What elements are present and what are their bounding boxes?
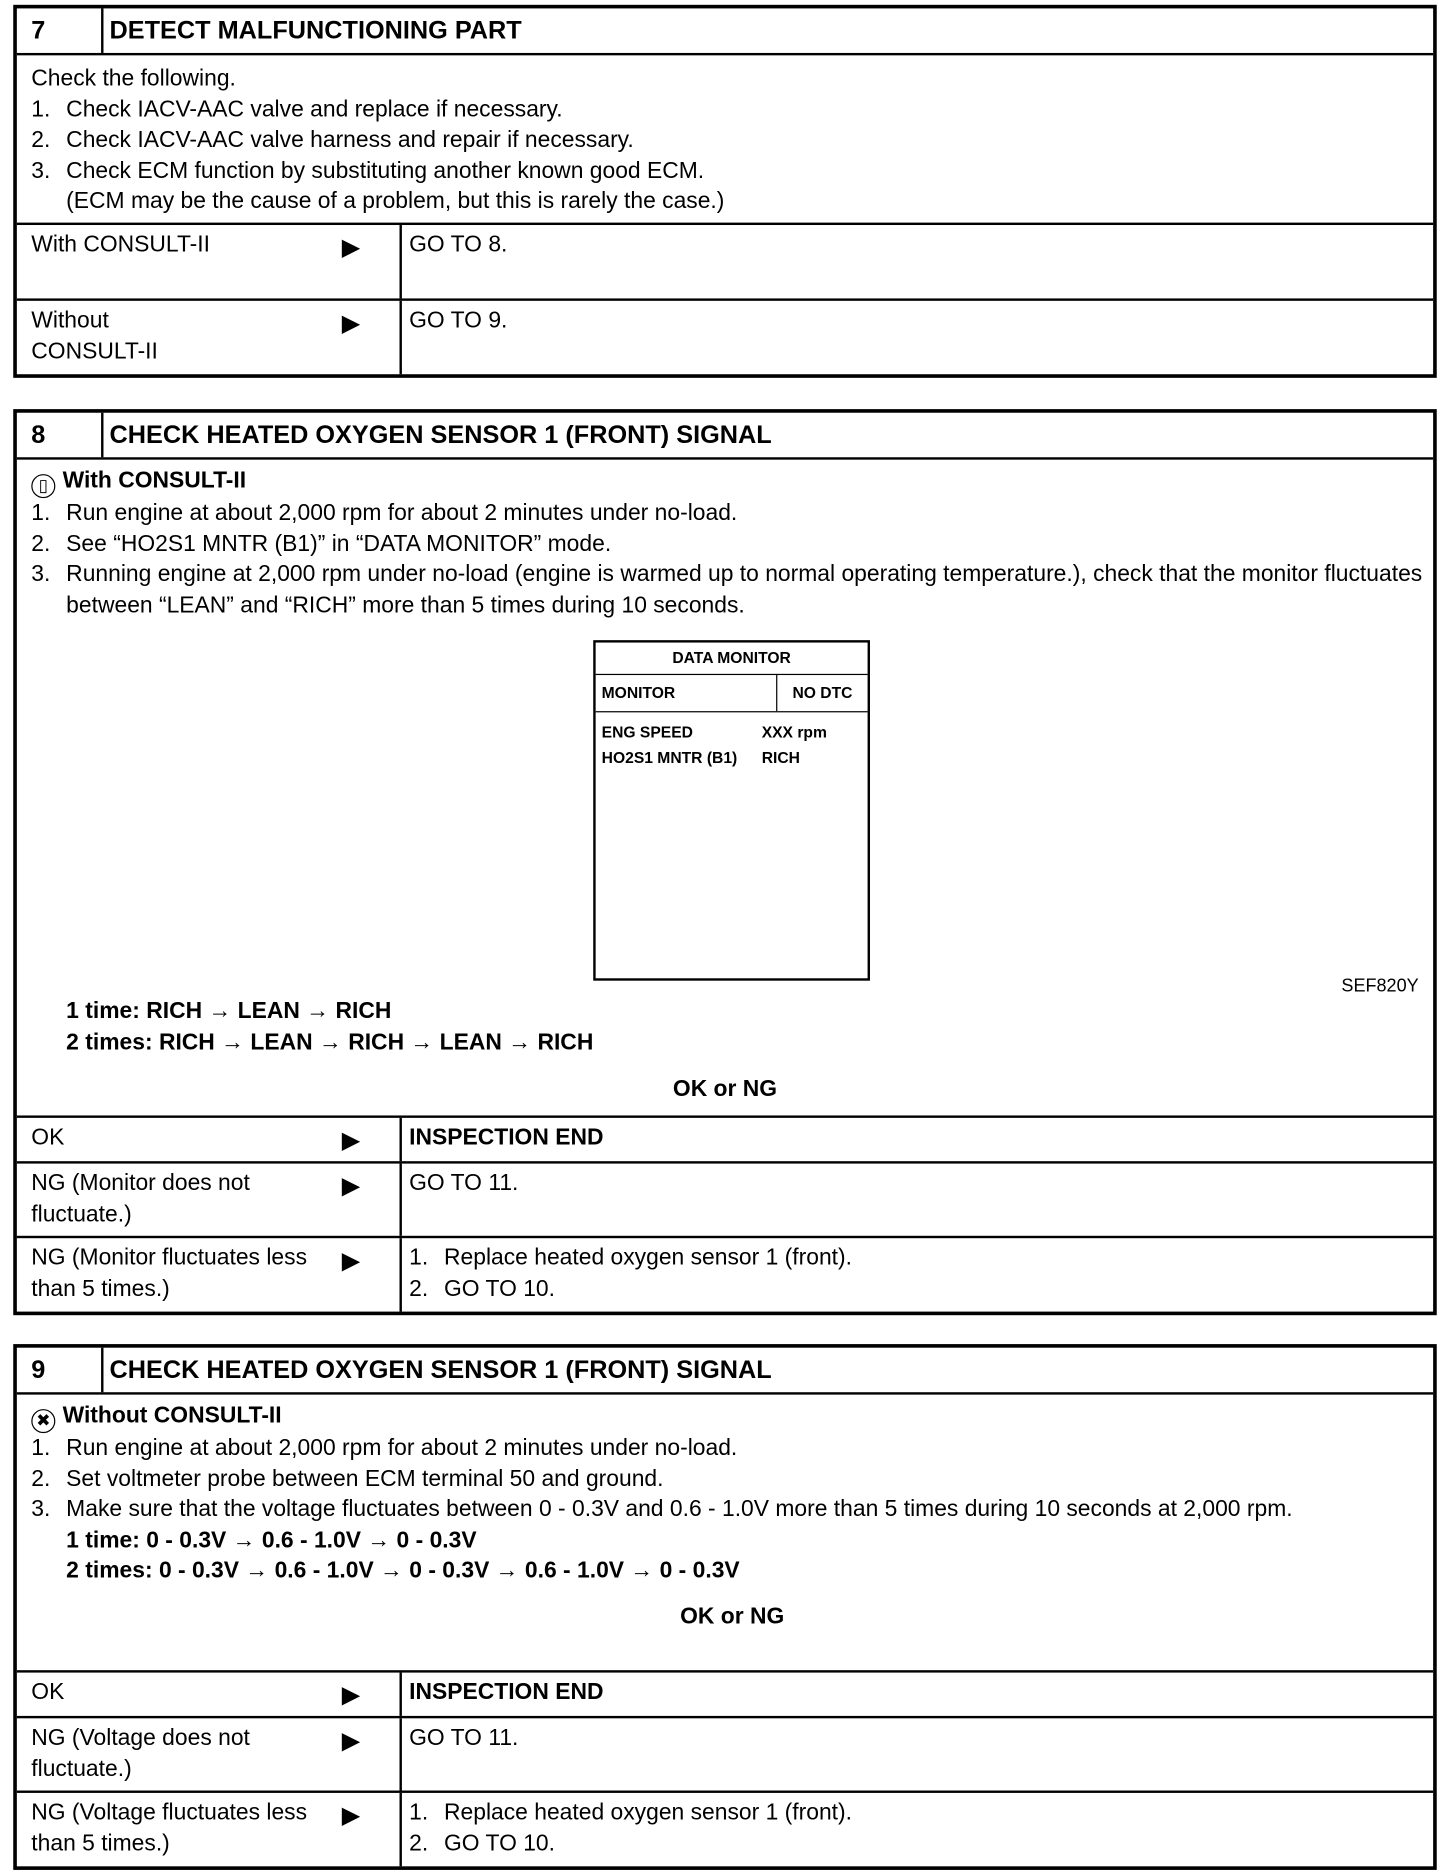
result-condition: OK [31,1125,65,1151]
mode-label: With CONSULT-II [62,468,247,494]
figure-id: SEF820Y [1341,975,1419,997]
arrow-icon: ▶ [341,1727,361,1755]
pattern-2: 2 times: 0 - 0.3V → 0.6 - 1.0V → 0 - 0.3V → 0.6 - 1.0V → 0 - 0.3V [66,1558,740,1584]
step-number: 7 [17,8,104,53]
step-title: DETECT MALFUNCTIONING PART [109,16,522,44]
list-number: 1. [31,1435,51,1461]
list-number: 2. [31,127,51,154]
step-header [17,1348,1433,1395]
monitor-col1: MONITOR [596,675,778,711]
result-condition: NG (Monitor fluctuates less than 5 times.) [31,1245,308,1302]
arrow-icon: ▶ [341,1682,361,1709]
no-consult-icon: ✖ [31,1409,55,1433]
result-row: NG (Voltage fluctuates less than 5 times.) ▶ 1. Replace heated oxygen sensor 1 (front). 2. GO TO 10. [17,1791,1433,1867]
list-number: 2. [31,531,51,557]
list-item: Run engine at about 2,000 rpm for about 2 minutes under no-load. [66,1435,738,1461]
list-item: Running engine at 2,000 rpm under no-load (engine is warmed up to normal operating temperature.), check that the monitor fluctuates between “LEAN” and “RICH” more than 5 times during 10 seconds. [66,562,1423,619]
step-9-box [13,1344,1437,1870]
result-row [17,1161,1433,1236]
arrow-icon: ▶ [341,1173,361,1200]
result-condition: NG (Voltage does not fluctuate.) [31,1725,250,1782]
monitor-col2: NO DTC [792,683,853,702]
result-action: Replace heated oxygen sensor 1 (front). [444,1245,852,1271]
consult-tool-icon: ▯ [31,474,55,498]
result-condition: NG (Monitor does not fluctuate.) [31,1170,250,1227]
result-action: GO TO 9. [409,308,508,334]
step-number: 8 [17,413,104,458]
result-action: GO TO 10. [444,1276,556,1302]
step-title: CHECK HEATED OXYGEN SENSOR 1 (FRONT) SIGNAL [109,420,772,449]
result-action: GO TO 8. [409,232,508,258]
list-item: Check ECM function by substituting another known good ECM. [66,158,705,184]
list-number: 1. [31,96,51,123]
result-row [17,1716,1433,1791]
result-row: NG (Monitor fluctuates less than 5 times.) ▶ 1. Replace heated oxygen sensor 1 (front). 2. GO TO 10. [17,1236,1433,1312]
list-number: 1. [31,500,51,526]
result-action: Replace heated oxygen sensor 1 (front). [444,1800,852,1826]
monitor-row: HO2S1 MNTR (B1) RICH [601,748,800,767]
list-number: 3. [31,562,51,588]
intro-text: Check the following. [31,66,236,92]
list-item: Run engine at about 2,000 rpm for about 2 minutes under no-load. [66,500,738,526]
arrow-icon: ▶ [341,234,361,262]
step-8-box [13,409,1437,1315]
result-row [17,223,1433,299]
list-item: Check IACV-AAC valve and replace if necessary. [66,96,563,123]
arrow-icon: ▶ [341,1127,361,1154]
arrow-icon: ▶ [341,310,361,337]
pattern-1: 1 time: RICH → LEAN → RICH [66,998,392,1025]
monitor-row: ENG SPEED XXX rpm [601,723,827,742]
result-action: GO TO 10. [444,1830,556,1857]
step-header [17,413,1433,460]
list-item: Check IACV-AAC valve harness and repair if necessary. [66,127,634,154]
result-row [17,298,1433,374]
monitor-title: DATA MONITOR [596,643,868,675]
result-row [17,1670,1433,1716]
result-action: GO TO 11. [409,1170,519,1197]
step-7-box [13,5,1437,378]
list-number: 3. [31,1497,51,1523]
arrow-icon: ▶ [341,1247,361,1275]
result-action: INSPECTION END [409,1679,604,1706]
result-action: GO TO 11. [409,1725,519,1751]
result-condition: NG (Voltage fluctuates less than 5 times.) [31,1800,308,1857]
mode-label: Without CONSULT-II [62,1403,282,1429]
list-number: 2. [31,1466,51,1492]
note-text: (ECM may be the cause of a problem, but this is rarely the case.) [66,189,725,215]
list-item: See “HO2S1 MNTR (B1)” in “DATA MONITOR” mode. [66,531,612,557]
result-action: INSPECTION END [409,1125,604,1151]
step-title: CHECK HEATED OXYGEN SENSOR 1 (FRONT) SIGNAL [109,1355,772,1384]
step-header [17,8,1433,55]
list-item: Make sure that the voltage fluctuates between 0 - 0.3V and 0.6 - 1.0V more than 5 times during 10 seconds at 2,000 rpm. [66,1497,1293,1523]
arrow-icon: ▶ [341,1802,361,1830]
result-row [17,1115,1433,1161]
step-number: 9 [17,1348,104,1393]
ok-ng-label: OK or NG [680,1603,785,1630]
result-condition: Without CONSULT-II [31,308,158,365]
data-monitor-figure [593,640,870,981]
list-number: 3. [31,158,51,184]
list-item: Set voltmeter probe between ECM terminal 50 and ground. [66,1466,664,1492]
pattern-2: 2 times: RICH → LEAN → RICH → LEAN → RICH [66,1029,594,1055]
pattern-1: 1 time: 0 - 0.3V → 0.6 - 1.0V → 0 - 0.3V [66,1527,477,1554]
result-condition: With CONSULT-II [31,232,210,258]
ok-ng-label: OK or NG [672,1076,778,1103]
result-condition: OK [31,1679,65,1706]
